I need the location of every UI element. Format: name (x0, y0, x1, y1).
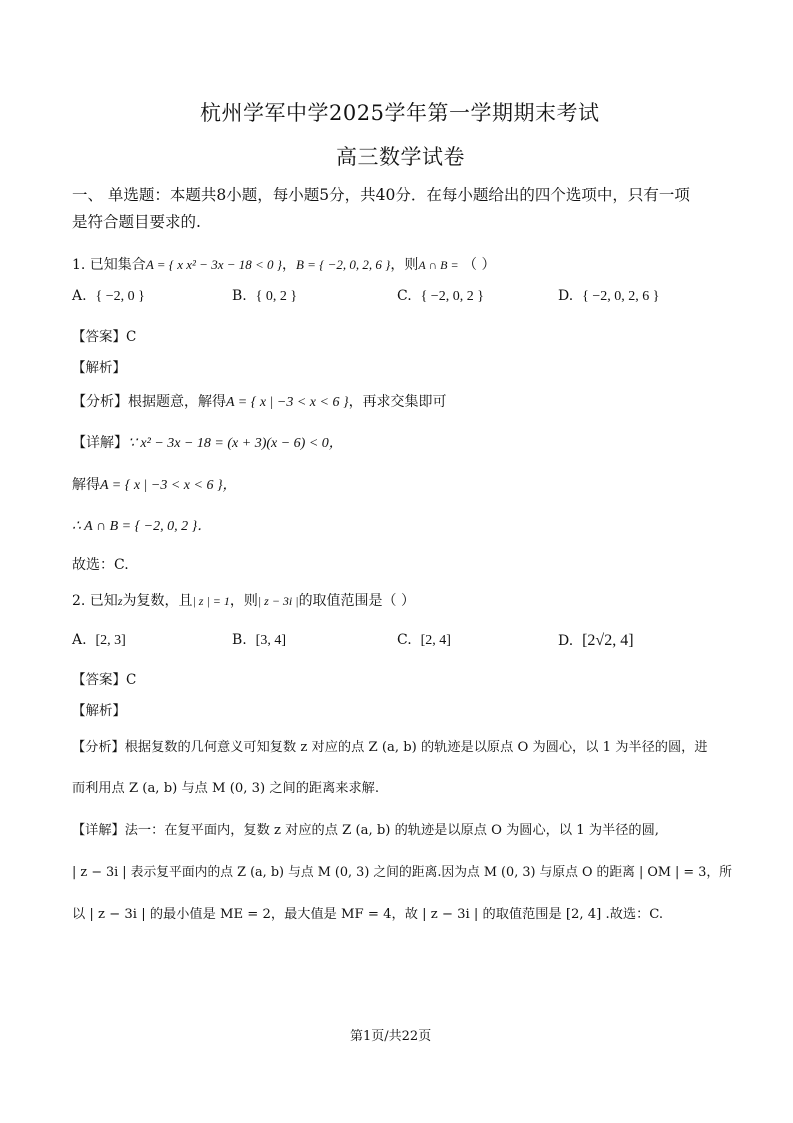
q2-detail-line1: 【详解】法一：在复平面内，复数 z 对应的点 Z (a, b) 的轨迹是以原点 O 为圆心，以 1 为半径的圆, (72, 823, 659, 838)
page-number: 第1页/共22页 (350, 1029, 432, 1044)
q2-answer: 【答案】C (72, 672, 137, 688)
q2-stem: 2. 已知z为复数，且| z | = 1，则| z − 3i |的取值范围是（ ） (72, 593, 416, 609)
q1-detail: 【详解】∵ x² − 3x − 18 = (x + 3)(x − 6) < 0， (72, 435, 343, 451)
q1-analysis-tag: 【解析】 (72, 360, 126, 376)
q2-fenxi-line1: 【分析】根据复数的几何意义可知复数 z 对应的点 Z (a, b) 的轨迹是以原点 O 为圆心，以 1 为半径的圆，进 (72, 740, 708, 755)
q2-detail-line2: | z − 3i | 表示复平面内的点 Z (a, b) 与点 M (0, 3) 之间的距离.因为点 M (0, 3) 与原点 O 的距离 | OM | = 3，所 (72, 865, 732, 880)
exam-title: 杭州学军中学2025学年第一学期期末考试 (200, 101, 600, 125)
q1-option-d: D. { −2, 0, 2, 6 } (558, 288, 660, 304)
q2-analysis-tag: 【解析】 (72, 703, 126, 719)
q1-sep: ， (281, 257, 296, 273)
q2-option-c: C. [2, 4] (397, 632, 451, 648)
q2-fenxi-line2: 而利用点 Z (a, b) 与点 M (0, 3) 之间的距离来求解. (72, 781, 380, 796)
q1-option-c: C. { −2, 0, 2 } (397, 288, 484, 304)
q2-option-b: B. [3, 4] (232, 632, 286, 648)
q1-set-b: B = { −2, 0, 2, 6 } (295, 257, 391, 272)
q2-option-d: D. [2√2, 4] (558, 632, 634, 649)
q1-option-a: A. { −2, 0 } (72, 288, 145, 304)
section-heading-line2: 是符合题目要求的. (72, 213, 201, 231)
q1-solve: 解得A = { x | −3 < x < 6 }， (72, 477, 237, 493)
q1-expr: A ∩ B = (418, 258, 459, 272)
q1-stem (72, 254, 495, 274)
exam-subtitle: 高三数学试卷 (336, 145, 465, 169)
q1-ask: ，则 (390, 257, 419, 273)
q2-option-a: A. [2, 3] (72, 632, 126, 648)
q1-conclusion: ∴ A ∩ B = { −2, 0, 2 }． (72, 519, 212, 534)
q1-stem-prefix: 1. 已知集合 (72, 257, 146, 273)
q1-blank: （ ） (463, 257, 496, 273)
q1-answer: 【答案】C (72, 329, 137, 345)
q1-choice: 故选：C. (72, 557, 129, 573)
q1-option-b: B. { 0, 2 } (232, 288, 298, 304)
q1-set-a: A = { x x² − 3x − 18 < 0 } (145, 257, 282, 272)
section-heading-line1: 一、 单选题：本题共8小题，每小题5分，共40分．在每小题给出的四个选项中，只有一项 (72, 186, 690, 204)
q2-detail-line3: 以 | z − 3i | 的最小值是 ME = 2，最大值是 MF = 4，故 | z − 3i | 的取值范围是 [2, 4] .故选：C. (72, 907, 664, 922)
q1-fenxi: 【分析】根据题意，解得A = { x | −3 < x < 6 }，再求交集即可 (72, 394, 447, 410)
